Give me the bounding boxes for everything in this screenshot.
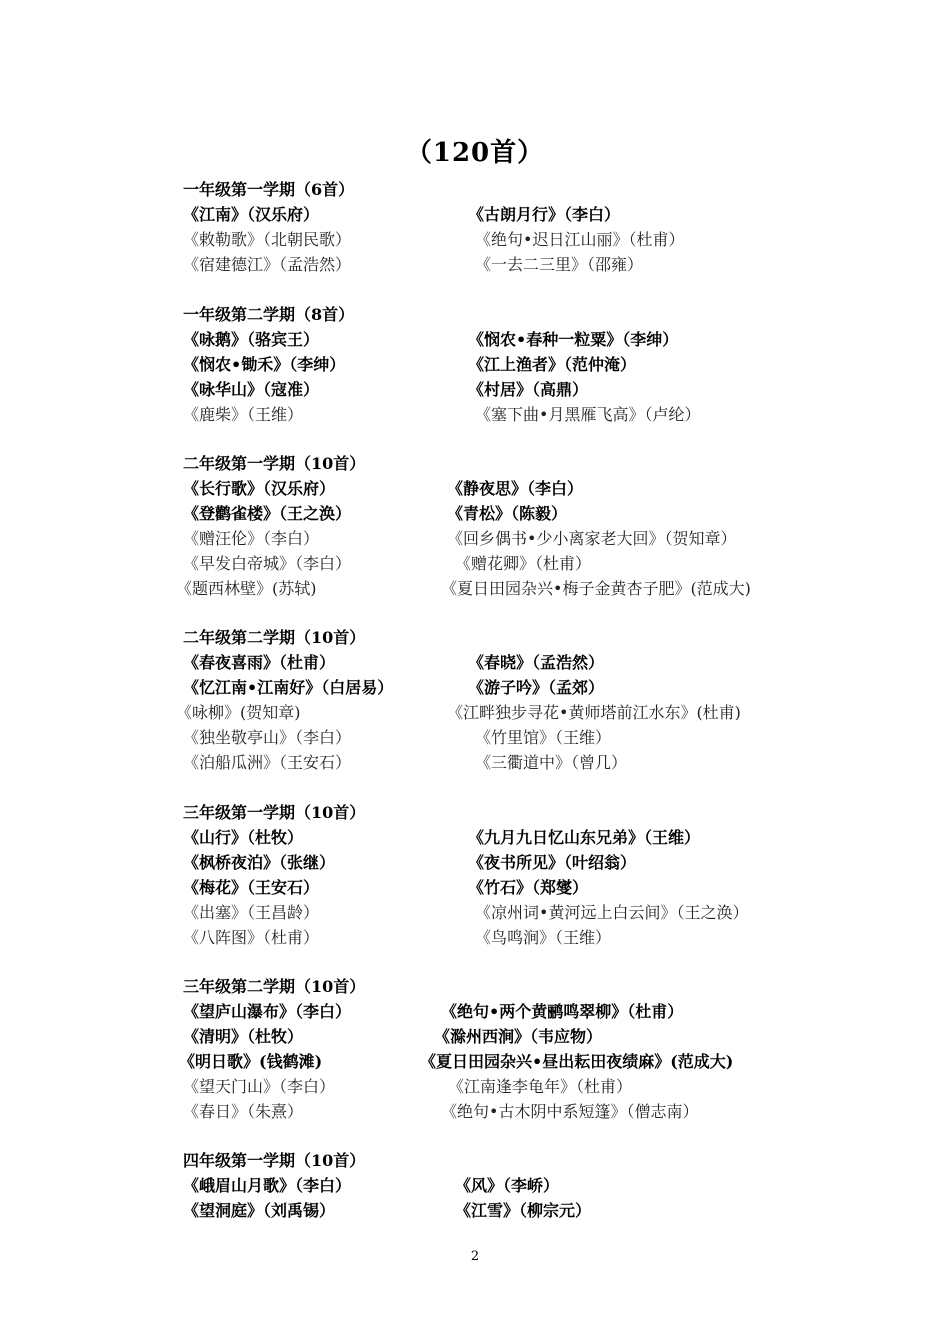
grade-heading: 一年级第一学期（6首） <box>183 180 355 199</box>
poem-left: 《八阵图》（杜甫） <box>183 927 320 947</box>
poem-row <box>0 501 950 526</box>
poem-right: 《绝句•两个黄鹂鸣翠柳》（杜甫） <box>441 1002 684 1021</box>
poem-right: 《回乡偶书•少小离家老大回》（贺知章） <box>447 528 737 548</box>
poem-right: 《江南逢李龟年》（杜甫） <box>448 1076 633 1096</box>
poem-right: 《江雪》（柳宗元） <box>455 1200 592 1220</box>
poem-row <box>0 402 950 427</box>
poem-row <box>0 252 950 277</box>
poem-right: 《夏日田园杂兴•昼出耘田夜绩麻》(范成大) <box>420 1051 734 1071</box>
poem-right: 《绝句•迟日江山丽》（杜甫） <box>475 229 685 249</box>
poem-row <box>0 875 950 900</box>
poem-right: 《夜书所见》（叶绍翁） <box>468 852 637 872</box>
poem-row <box>0 725 950 750</box>
poem-left: 《登鹳雀楼》（王之涣） <box>183 503 352 523</box>
poem-right: 《凉州词•黄河远上白云间》（王之涣） <box>475 902 749 922</box>
grade-heading: 四年级第一学期（10首） <box>183 1151 366 1170</box>
poem-left: 《望天门山》（李白） <box>183 1076 336 1096</box>
poem-left: 《悯农•锄禾》（李绅） <box>183 354 346 374</box>
poem-left: 《峨眉山月歌》（李白） <box>183 1176 352 1195</box>
grade-heading: 二年级第一学期（10首） <box>183 454 366 473</box>
poem-row <box>0 551 950 576</box>
poem-right: 《滁州西涧》（韦应物） <box>434 1026 603 1046</box>
grade-heading: 二年级第二学期（10首） <box>183 628 366 647</box>
poem-row <box>0 476 950 501</box>
poem-row <box>0 576 950 601</box>
page-title: （120首） <box>405 138 545 168</box>
poem-right: 《竹里馆》（王维） <box>475 727 612 747</box>
poem-row <box>0 675 950 700</box>
poem-row <box>0 1024 950 1049</box>
poem-row <box>0 850 950 875</box>
poem-left: 《清明》（杜牧） <box>183 1026 304 1046</box>
poem-row <box>0 1074 950 1099</box>
poem-right: 《一去二三里》（邵雍） <box>475 254 644 274</box>
poem-right: 《鸟鸣涧》（王维） <box>475 927 612 947</box>
poem-row <box>0 1173 950 1198</box>
poem-right: 《江畔独步寻花•黄师塔前江水东》(杜甫) <box>447 702 741 722</box>
poem-row <box>0 352 950 377</box>
poem-left: 《独坐敬亭山》（李白） <box>183 727 352 747</box>
poem-right: 《悯农•春种一粒粟》（李绅） <box>468 330 679 349</box>
poem-right: 《江上渔者》（范仲淹） <box>468 354 637 374</box>
grade-heading: 三年级第一学期（10首） <box>183 803 366 822</box>
poem-right: 《竹石》（郑燮） <box>468 877 589 897</box>
grade-heading: 三年级第二学期（10首） <box>183 977 366 996</box>
poem-left: 《忆江南•江南好》（白居易） <box>183 677 394 697</box>
poem-left: 《咏柳》(贺知章) <box>176 702 301 722</box>
poem-right: 《绝句•古木阴中系短篷》（僧志南） <box>441 1101 699 1121</box>
poem-left: 《山行》（杜牧） <box>183 828 304 847</box>
poem-row <box>0 650 950 675</box>
poem-left: 《出塞》（王昌龄） <box>183 902 320 922</box>
poem-row <box>0 1198 950 1223</box>
poem-right: 《九月九日忆山东兄弟》（王维） <box>468 828 701 847</box>
poem-left: 《咏华山》（寇准） <box>183 379 320 399</box>
poem-left: 《鹿柴》（王维） <box>183 404 304 424</box>
poem-right: 《三衢道中》（曾几） <box>475 752 628 772</box>
poem-right: 《青松》（陈毅） <box>447 503 568 523</box>
poem-row <box>0 377 950 402</box>
poem-left: 《明日歌》(钱鹤滩) <box>179 1051 323 1071</box>
poem-left: 《春日》（朱熹） <box>183 1101 304 1121</box>
poem-left: 《枫桥夜泊》（张继） <box>183 852 336 872</box>
poem-left: 《望庐山瀑布》（李白） <box>183 1002 352 1021</box>
poem-row <box>0 700 950 725</box>
poem-left: 《梅花》（王安石） <box>183 877 320 897</box>
poem-row <box>0 1049 950 1074</box>
poem-right: 《风》（李峤） <box>455 1176 560 1195</box>
poem-left: 《泊船瓜洲》（王安石） <box>183 752 352 772</box>
poem-right: 《赠花卿》（杜甫） <box>455 553 592 573</box>
poem-left: 《敕勒歌》（北朝民歌） <box>183 229 352 249</box>
poem-left: 《望洞庭》（刘禹锡） <box>183 1200 336 1220</box>
poem-right: 《游子吟》（孟郊） <box>468 677 605 697</box>
page-number: 2 <box>470 1249 480 1264</box>
poem-right: 《夏日田园杂兴•梅子金黄杏子肥》(范成大) <box>441 578 751 598</box>
poem-right: 《村居》（高鼎） <box>468 379 589 399</box>
poem-row <box>0 999 950 1024</box>
poem-right: 《静夜思》（李白） <box>447 479 584 498</box>
poem-left: 《长行歌》（汉乐府） <box>183 479 336 498</box>
poem-row <box>0 750 950 775</box>
poem-right: 《塞下曲•月黑雁飞高》（卢纶） <box>475 404 701 424</box>
poem-left: 《早发白帝城》（李白） <box>183 553 352 573</box>
poem-left: 《咏鹅》（骆宾王） <box>183 330 320 349</box>
poem-row <box>0 825 950 850</box>
poem-right: 《古朗月行》（李白） <box>468 205 621 224</box>
poem-row <box>0 202 950 227</box>
poem-left: 《题西林壁》(苏轼) <box>176 578 317 598</box>
poem-row <box>0 227 950 252</box>
poem-left: 《宿建德江》（孟浩然） <box>183 254 352 274</box>
poem-left: 《江南》（汉乐府） <box>183 205 320 224</box>
grade-heading: 一年级第二学期（8首） <box>183 305 355 324</box>
poem-row <box>0 526 950 551</box>
poem-left: 《春夜喜雨》（杜甫） <box>183 653 336 672</box>
poem-left: 《赠汪伦》（李白） <box>183 528 320 548</box>
poem-row <box>0 327 950 352</box>
poem-right: 《春晓》（孟浩然） <box>468 653 605 672</box>
poem-row <box>0 925 950 950</box>
poem-row <box>0 900 950 925</box>
poem-row <box>0 1099 950 1124</box>
